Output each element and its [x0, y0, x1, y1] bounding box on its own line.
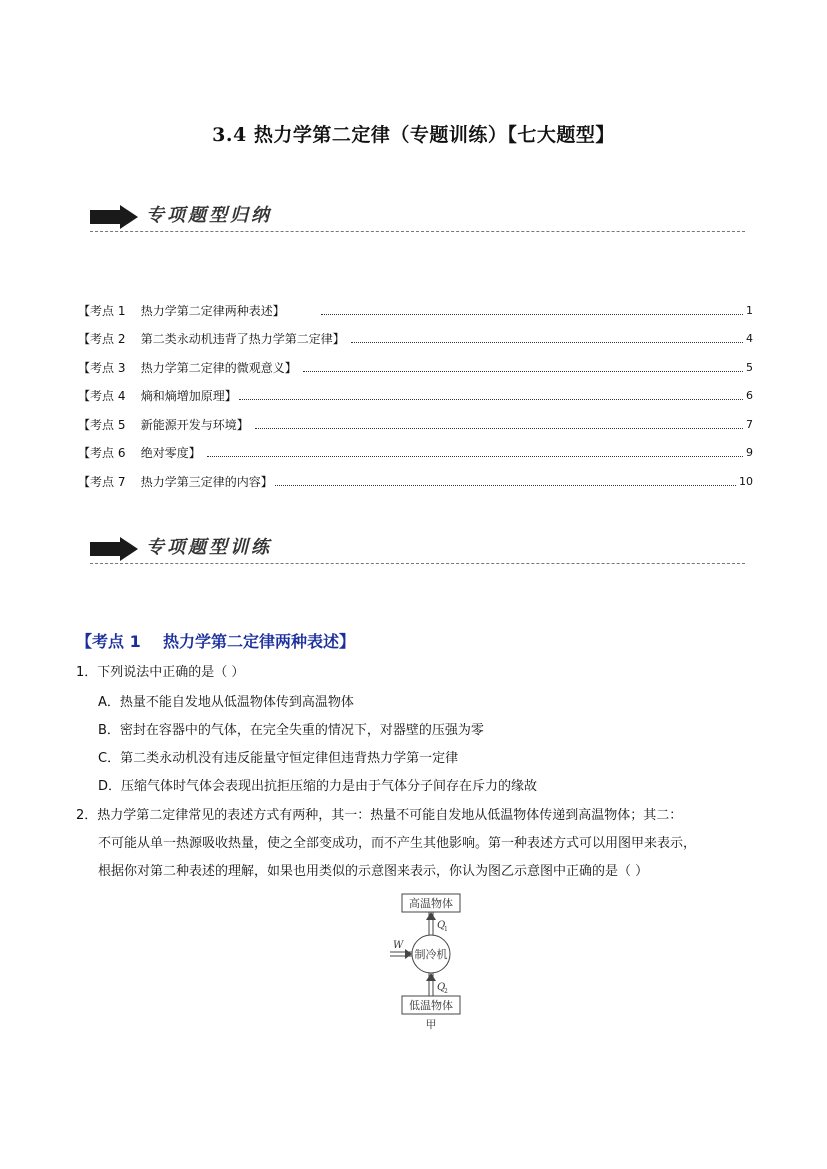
question-2-line-2: 不可能从单一热源吸收热量，使之全部变成功，而不产生其他影响。第一种表述方式可以用图甲来表示， [98, 836, 697, 851]
toc-label: 【考点 2 第二类永动机违背了热力学第二定律】 [78, 332, 345, 346]
toc-entry[interactable] [78, 319, 753, 348]
q2-label: Q [437, 982, 446, 993]
up-arrow-icon [426, 912, 436, 920]
toc-page: 9 [746, 446, 753, 459]
toc-label: 【考点 3 热力学第二定律的微观意义】 [78, 360, 297, 375]
right-arrow-icon [405, 949, 412, 959]
high-temp-label: 高温物体 [409, 897, 453, 910]
section-banner-summary [90, 199, 745, 233]
toc-leader [239, 398, 743, 400]
toc-label: 【考点 4 熵和熵增加原理】 [78, 389, 237, 403]
toc-label: 【考点 6 绝对零度】 [78, 446, 201, 460]
banner-divider [90, 231, 745, 232]
toc-page: 6 [746, 389, 753, 402]
section-banner-training [90, 531, 745, 565]
banner-divider [90, 563, 745, 564]
toc-entry[interactable] [78, 404, 753, 433]
question-1-stem: 1．下列说法中正确的是（ ） [76, 665, 245, 680]
toc-entry[interactable] [78, 290, 753, 319]
arrow-icon [90, 537, 138, 561]
toc-label: 【考点 5 新能源开发与环境】 [78, 417, 249, 432]
q2-subscript: 2 [444, 988, 448, 995]
toc-label: 【考点 1 热力学第二定律两种表述】 [78, 303, 285, 318]
figure-caption: 甲 [425, 1018, 437, 1031]
toc-label: 【考点 7 热力学第三定律的内容】 [78, 474, 273, 489]
w-label: W [393, 940, 404, 951]
table-of-contents [78, 290, 753, 490]
refrigerator-diagram [380, 892, 480, 1032]
toc-entry[interactable] [78, 433, 753, 462]
toc-leader [351, 341, 743, 343]
question-2-line-3: 根据你对第二种表述的理解，如果也用类似的示意图来表示，你认为图乙示意图中正确的是（ ） [98, 864, 649, 879]
toc-leader [275, 484, 736, 486]
question-1-option-c[interactable]: C．第二类永动机没有违反能量守恒定律但违背热力学第一定律 [98, 751, 459, 766]
section-heading: 【考点 1 热力学第二定律两种表述】 [76, 632, 355, 651]
arrow-icon [90, 205, 138, 229]
toc-page: 7 [746, 417, 753, 431]
toc-page: 5 [746, 360, 753, 374]
toc-leader [255, 427, 743, 429]
banner-text: 专项题型训练 [146, 537, 272, 558]
q1-subscript: 1 [444, 926, 448, 933]
toc-leader [303, 370, 743, 372]
question-1-option-b[interactable]: B．密封在容器中的气体，在完全失重的情况下，对器壁的压强为零 [98, 723, 484, 738]
q1-label: Q [437, 920, 446, 931]
question-1-option-a[interactable]: A．热量不能自发地从低温物体传到高温物体 [98, 695, 354, 710]
toc-page: 1 [746, 303, 753, 317]
question-1-option-d[interactable]: D．压缩气体时气体会表现出抗拒压缩的力是由于气体分子间存在斥力的缘故 [98, 779, 538, 794]
banner-text: 专项题型归纳 [146, 205, 272, 226]
question-2-line-1: 2．热力学第二定律常见的表述方式有两种，其一：热量不可能自发地从低温物体传递到高温物体；其二： [76, 808, 683, 823]
toc-page: 4 [746, 332, 753, 345]
up-arrow-icon [426, 973, 436, 981]
machine-label: 制冷机 [414, 948, 448, 961]
toc-entry[interactable] [78, 461, 753, 490]
page-title: 3.4 热力学第二定律（专题训练）【七大题型】 [212, 124, 615, 146]
toc-leader [321, 313, 743, 315]
toc-entry[interactable] [78, 347, 753, 376]
low-temp-label: 低温物体 [409, 999, 453, 1012]
toc-entry[interactable] [78, 376, 753, 405]
toc-leader [207, 455, 743, 457]
toc-page: 10 [739, 474, 753, 488]
